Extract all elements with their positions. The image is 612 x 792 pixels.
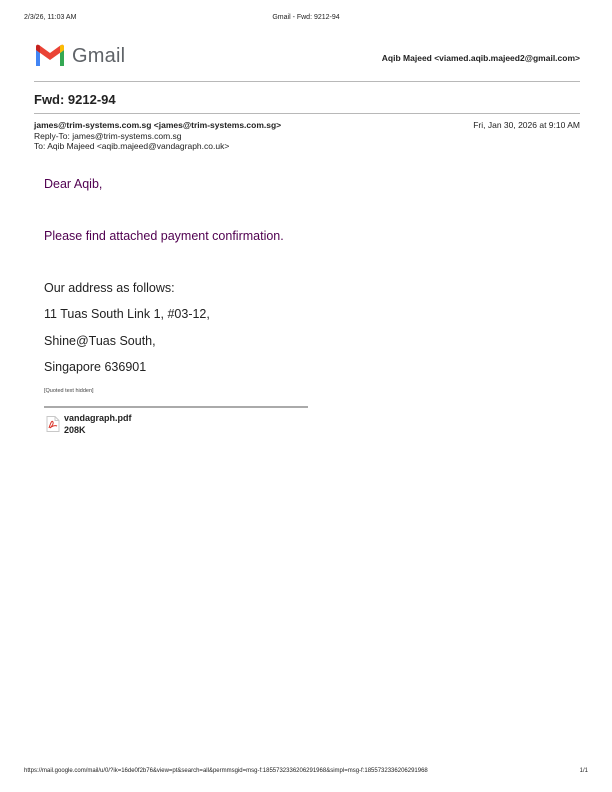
print-header (24, 14, 588, 26)
quoted-text-toggle[interactable]: [Quoted text hidden] (44, 388, 94, 394)
print-footer (24, 768, 588, 780)
email-meta (34, 120, 580, 152)
attachment-size: 208K (64, 425, 86, 435)
greeting: Dear Aqib, (44, 177, 103, 191)
address-intro: Our address as follows: (44, 281, 175, 295)
pdf-file-icon[interactable] (46, 416, 60, 432)
gmail-header (34, 44, 580, 72)
address-line-1: 11 Tuas South Link 1, #03-12, (44, 307, 210, 321)
divider (34, 81, 580, 82)
sent-date: Fri, Jan 30, 2026 at 9:10 AM (473, 120, 580, 130)
gmail-wordmark: Gmail (72, 45, 126, 67)
account-name: Aqib Majeed <viamed.aqib.majeed2@gmail.com> (381, 53, 580, 63)
recipient: To: Aqib Majeed <aqib.majeed@vandagraph.co.uk> (34, 141, 230, 151)
print-page-title: Gmail - Fwd: 9212-94 (272, 14, 340, 21)
print-datetime: 2/3/26, 11:03 AM (24, 14, 77, 21)
sender: james@trim-systems.com.sg <james@trim-systems.com.sg> (34, 120, 282, 130)
reply-to: Reply-To: james@trim-systems.com.sg (34, 130, 182, 141)
email-subject: Fwd: 9212-94 (34, 92, 116, 107)
message-text: Please find attached payment confirmation. (44, 229, 284, 243)
gmail-logo-icon (34, 44, 66, 68)
print-url: https://mail.google.com/mail/u/0/?ik=16de0f2b76&view=pt&search=all&permmsgid=msg-f:1855732336206291968&simpl=msg-f:1855732336206291968 (24, 768, 428, 774)
attachment-filename[interactable]: vandagraph.pdf (64, 413, 132, 423)
divider (34, 113, 580, 114)
address-line-3: Singapore 636901 (44, 360, 147, 374)
page-number: 1/1 (579, 768, 588, 774)
address-line-2: Shine@Tuas South, (44, 334, 156, 348)
attachment-divider (44, 406, 308, 408)
